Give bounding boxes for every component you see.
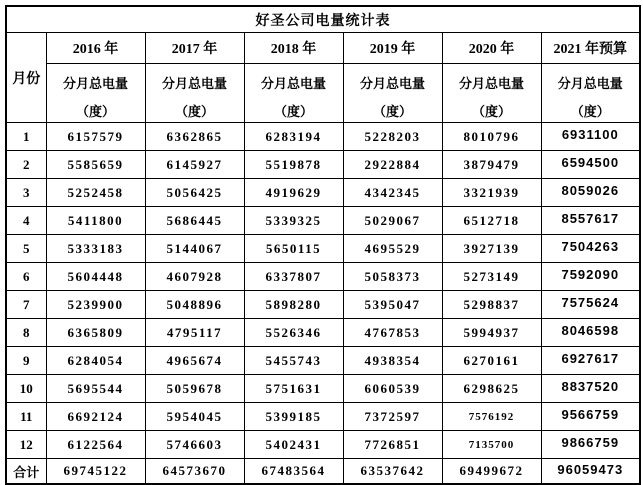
value-cell: 5695544 xyxy=(46,375,145,403)
sub-header: 分月总电量 （度） xyxy=(46,64,145,123)
value-cell: 5686445 xyxy=(145,207,244,235)
value-cell: 5604448 xyxy=(46,263,145,291)
value-cell: 5994937 xyxy=(442,319,541,347)
value-cell: 7726851 xyxy=(343,431,442,459)
month-cell: 1 xyxy=(6,123,46,151)
value-cell: 4695529 xyxy=(343,235,442,263)
value-cell: 5333183 xyxy=(46,235,145,263)
value-cell: 3321939 xyxy=(442,179,541,207)
value-cell: 3927139 xyxy=(442,235,541,263)
total-label: 合计 xyxy=(6,459,46,485)
value-cell: 5339325 xyxy=(244,207,343,235)
value-cell: 6362865 xyxy=(145,123,244,151)
value-cell: 6692124 xyxy=(46,403,145,431)
value-cell: 4919629 xyxy=(244,179,343,207)
value-cell: 5056425 xyxy=(145,179,244,207)
value-cell: 6927617 xyxy=(541,347,640,375)
value-cell: 7576192 xyxy=(442,403,541,431)
value-cell: 2922884 xyxy=(343,151,442,179)
value-cell: 4965674 xyxy=(145,347,244,375)
value-cell: 9866759 xyxy=(541,431,640,459)
value-cell: 5048896 xyxy=(145,291,244,319)
sub-header: 分月总电量 （度） xyxy=(244,64,343,123)
value-cell: 5746603 xyxy=(145,431,244,459)
value-cell: 5898280 xyxy=(244,291,343,319)
value-cell: 6594500 xyxy=(541,151,640,179)
table-row xyxy=(6,179,640,207)
total-value-cell: 69499672 xyxy=(442,459,541,485)
year-header: 2020 年 xyxy=(442,33,541,64)
value-cell: 5058373 xyxy=(343,263,442,291)
value-cell: 5751631 xyxy=(244,375,343,403)
value-cell: 4938354 xyxy=(343,347,442,375)
total-row xyxy=(6,459,640,485)
total-value-cell: 96059473 xyxy=(541,459,640,485)
electricity-stats-table xyxy=(5,5,641,485)
table-row xyxy=(6,319,640,347)
month-cell: 9 xyxy=(6,347,46,375)
value-cell: 3879479 xyxy=(442,151,541,179)
month-cell: 5 xyxy=(6,235,46,263)
value-cell: 6270161 xyxy=(442,347,541,375)
value-cell: 5228203 xyxy=(343,123,442,151)
value-cell: 8837520 xyxy=(541,375,640,403)
value-cell: 5411800 xyxy=(46,207,145,235)
value-cell: 5585659 xyxy=(46,151,145,179)
value-cell: 9566759 xyxy=(541,403,640,431)
table-row xyxy=(6,263,640,291)
value-cell: 5298837 xyxy=(442,291,541,319)
month-cell: 10 xyxy=(6,375,46,403)
value-cell: 7372597 xyxy=(343,403,442,431)
value-cell: 5395047 xyxy=(343,291,442,319)
month-cell: 7 xyxy=(6,291,46,319)
total-value-cell: 63537642 xyxy=(343,459,442,485)
table-row xyxy=(6,291,640,319)
value-cell: 6337807 xyxy=(244,263,343,291)
month-cell: 2 xyxy=(6,151,46,179)
total-value-cell: 67483564 xyxy=(244,459,343,485)
value-cell: 4767853 xyxy=(343,319,442,347)
value-cell: 5252458 xyxy=(46,179,145,207)
table-row xyxy=(6,431,640,459)
table-row xyxy=(6,123,640,151)
sub-header: 分月总电量 （度） xyxy=(541,64,640,123)
year-header: 2021 年预算 xyxy=(541,33,640,64)
value-cell: 7135700 xyxy=(442,431,541,459)
value-cell: 5650115 xyxy=(244,235,343,263)
value-cell: 8059026 xyxy=(541,179,640,207)
value-cell: 5144067 xyxy=(145,235,244,263)
value-cell: 6298625 xyxy=(442,375,541,403)
value-cell: 6157579 xyxy=(46,123,145,151)
value-cell: 6060539 xyxy=(343,375,442,403)
value-cell: 5059678 xyxy=(145,375,244,403)
value-cell: 4795117 xyxy=(145,319,244,347)
table-row xyxy=(6,235,640,263)
value-cell: 4607928 xyxy=(145,263,244,291)
year-header: 2019 年 xyxy=(343,33,442,64)
table-row xyxy=(6,375,640,403)
value-cell: 6145927 xyxy=(145,151,244,179)
year-header: 2017 年 xyxy=(145,33,244,64)
year-header: 2018 年 xyxy=(244,33,343,64)
value-cell: 4342345 xyxy=(343,179,442,207)
table-row xyxy=(6,347,640,375)
value-cell: 5239900 xyxy=(46,291,145,319)
value-cell: 6122564 xyxy=(46,431,145,459)
value-cell: 6284054 xyxy=(46,347,145,375)
value-cell: 5455743 xyxy=(244,347,343,375)
value-cell: 5519878 xyxy=(244,151,343,179)
value-cell: 5273149 xyxy=(442,263,541,291)
table-row xyxy=(6,403,640,431)
value-cell: 6283194 xyxy=(244,123,343,151)
value-cell: 6365809 xyxy=(46,319,145,347)
value-cell: 8010796 xyxy=(442,123,541,151)
table-title: 好圣公司电量统计表 xyxy=(6,6,640,33)
value-cell: 5954045 xyxy=(145,403,244,431)
value-cell: 7575624 xyxy=(541,291,640,319)
sub-header-row xyxy=(6,64,640,123)
month-cell: 8 xyxy=(6,319,46,347)
year-header-row xyxy=(6,33,640,64)
sub-header: 分月总电量 （度） xyxy=(442,64,541,123)
sub-header: 分月总电量 （度） xyxy=(145,64,244,123)
total-value-cell: 64573670 xyxy=(145,459,244,485)
value-cell: 5402431 xyxy=(244,431,343,459)
value-cell: 8046598 xyxy=(541,319,640,347)
value-cell: 5399185 xyxy=(244,403,343,431)
month-cell: 6 xyxy=(6,263,46,291)
value-cell: 7504263 xyxy=(541,235,640,263)
table-row xyxy=(6,207,640,235)
table-row xyxy=(6,151,640,179)
title-row xyxy=(6,6,640,33)
value-cell: 7592090 xyxy=(541,263,640,291)
value-cell: 8557617 xyxy=(541,207,640,235)
value-cell: 6931100 xyxy=(541,123,640,151)
total-value-cell: 69745122 xyxy=(46,459,145,485)
month-column-header: 月份 xyxy=(6,33,46,123)
month-cell: 12 xyxy=(6,431,46,459)
value-cell: 5029067 xyxy=(343,207,442,235)
month-cell: 11 xyxy=(6,403,46,431)
month-cell: 4 xyxy=(6,207,46,235)
month-cell: 3 xyxy=(6,179,46,207)
year-header: 2016 年 xyxy=(46,33,145,64)
value-cell: 5526346 xyxy=(244,319,343,347)
sub-header: 分月总电量 （度） xyxy=(343,64,442,123)
value-cell: 6512718 xyxy=(442,207,541,235)
